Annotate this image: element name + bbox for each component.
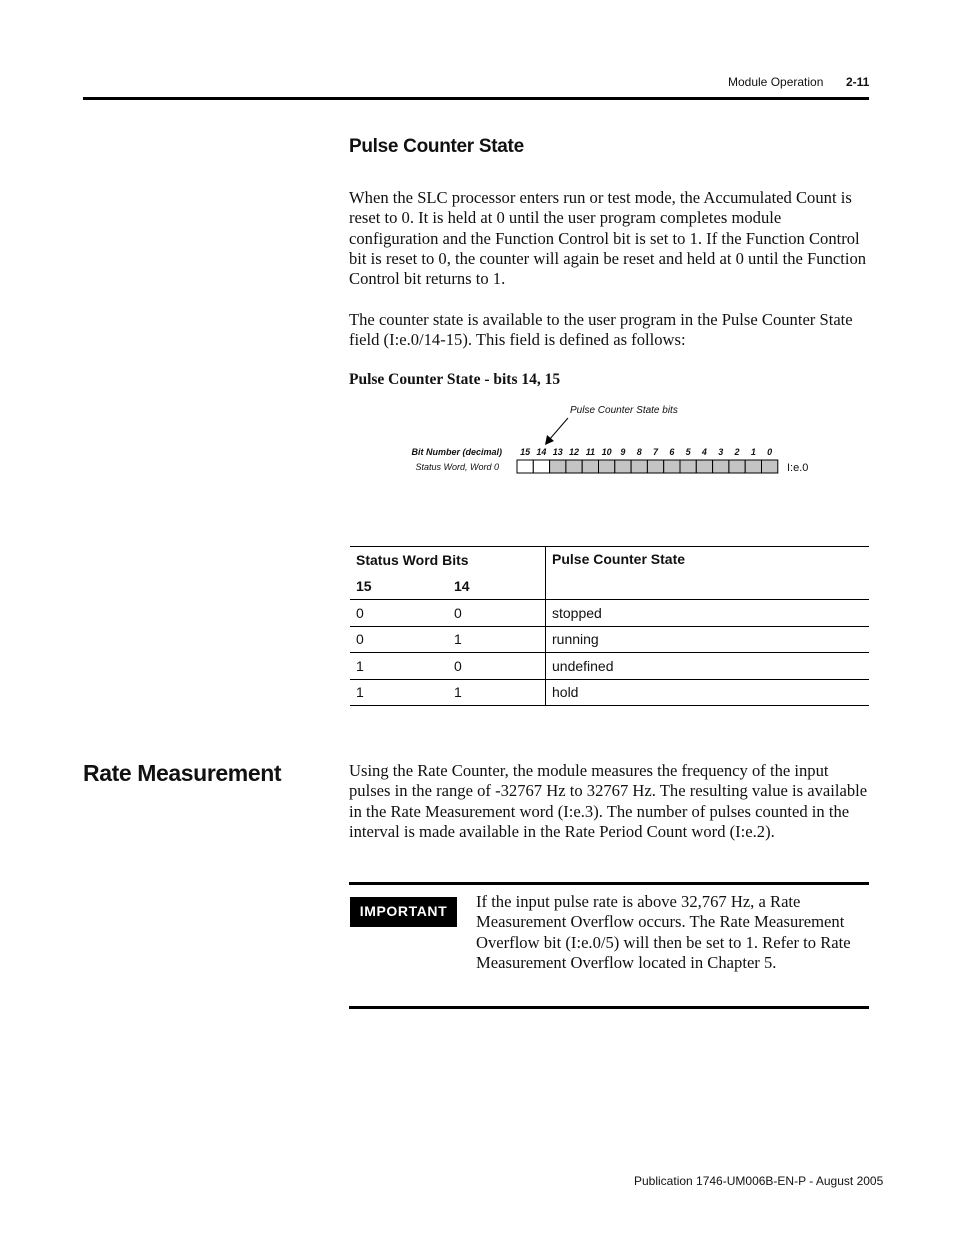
- bit-number-label: 4: [701, 447, 707, 457]
- callout-label: Pulse Counter State bits: [570, 405, 678, 416]
- cell-bit-14: 0: [448, 653, 546, 680]
- bit-number-label: 10: [601, 447, 612, 457]
- bit-cell: [566, 460, 582, 473]
- bit-cell-highlighted: [517, 460, 533, 473]
- cell-state: running: [546, 626, 870, 653]
- table-header-status-word-bits: Status Word Bits: [350, 547, 546, 574]
- bit-number-label: 2: [734, 447, 740, 457]
- bit-cell: [550, 460, 566, 473]
- running-header-section: Module Operation: [728, 75, 824, 89]
- status-word-row-label: Status Word, Word 0: [415, 462, 499, 472]
- important-text: If the input pulse rate is above 32,767 Hz, a Rate Measurement Overflow occurs. The Rate Measurement Overflow bit (I:e.0/5) will then be set to 1. Refer to Rate Measurement Overflow located in Chapter 5.: [476, 892, 851, 972]
- publication-footer: Publication 1746-UM006B-EN-P - August 2005: [634, 1174, 884, 1188]
- bit-number-label: 9: [620, 447, 626, 457]
- bit-cell: [664, 460, 680, 473]
- pulse-counter-paragraph-2: The counter state is available to the user program in the Pulse Counter State field (I:e.0/14-15). This field is defined as follows:: [349, 310, 853, 350]
- bit-cell: [713, 460, 729, 473]
- pulse-counter-state-heading: Pulse Counter State: [349, 136, 524, 157]
- cell-bit-15: 0: [350, 600, 448, 627]
- cell-bit-15: 1: [350, 653, 448, 680]
- figure-title: Pulse Counter State - bits 14, 15: [349, 371, 561, 388]
- bit-cell: [729, 460, 745, 473]
- pulse-counter-state-table: [350, 546, 869, 706]
- important-badge: IMPORTANT: [350, 897, 457, 927]
- cell-bit-15: 0: [350, 626, 448, 653]
- word-address-label: I:e.0: [787, 462, 809, 474]
- rate-measurement-heading: Rate Measurement: [83, 760, 282, 786]
- bit-number-label: 3: [718, 447, 724, 457]
- pulse-counter-paragraph-1: When the SLC processor enters run or test mode, the Accumulated Count is reset to 0. It is held at 0 until the user program completes module configuration and the Function Control bit is set to 1. If the Function Control bit is reset to 0, the counter will again be reset and held at 0 until the Function Control bit returns to 1.: [349, 188, 867, 289]
- bit-number-label: 5: [685, 447, 691, 457]
- bit-cell: [631, 460, 647, 473]
- bit-number-label: 15: [520, 447, 531, 457]
- table-row: [350, 600, 869, 627]
- page-number: 2-11: [846, 75, 870, 89]
- bit-number-label: 13: [552, 447, 563, 457]
- bit-cell: [647, 460, 663, 473]
- table-row: [350, 653, 869, 680]
- table-header-pulse-counter-state: Pulse Counter State: [546, 547, 870, 600]
- bit-cell: [680, 460, 696, 473]
- bit-number-label: 0: [767, 447, 773, 457]
- cell-bit-14: 1: [448, 679, 546, 706]
- bit-number-row-label: Bit Number (decimal): [411, 447, 502, 457]
- bit-cell-highlighted: [533, 460, 549, 473]
- bit-number-label: 8: [636, 447, 642, 457]
- table-header-bit-14: 14: [448, 573, 546, 600]
- table-row: [350, 679, 869, 706]
- important-bottom-rule: [349, 1006, 869, 1009]
- callout-arrow: [545, 418, 568, 445]
- table-row: [350, 626, 869, 653]
- cell-state: stopped: [546, 600, 870, 627]
- bit-number-label: 1: [750, 447, 756, 457]
- bit-number-label: 12: [568, 447, 580, 457]
- bit-diagram: [0, 0, 954, 520]
- cell-state: undefined: [546, 653, 870, 680]
- table-header-bit-15: 15: [350, 573, 448, 600]
- bit-cell: [745, 460, 761, 473]
- bit-cell: [696, 460, 712, 473]
- bit-cell: [582, 460, 598, 473]
- rate-measurement-paragraph: Using the Rate Counter, the module measures the frequency of the input pulses in the range of -32767 Hz to 32767 Hz. The resulting value is available in the Rate Measurement word (I:e.3). The number of pulses counted in the interval is made available in the Rate Period Count word (I:e.2).: [349, 761, 868, 841]
- cell-bit-14: 0: [448, 600, 546, 627]
- cell-bit-14: 1: [448, 626, 546, 653]
- bit-number-label: 11: [585, 447, 596, 457]
- cell-bit-15: 1: [350, 679, 448, 706]
- bit-number-label: 6: [669, 447, 675, 457]
- bit-number-label: 14: [536, 447, 547, 457]
- bit-cell: [762, 460, 778, 473]
- bit-cell: [615, 460, 631, 473]
- bit-number-label: 7: [652, 447, 659, 457]
- bit-cell: [599, 460, 615, 473]
- important-top-rule: [349, 882, 869, 885]
- cell-state: hold: [546, 679, 870, 706]
